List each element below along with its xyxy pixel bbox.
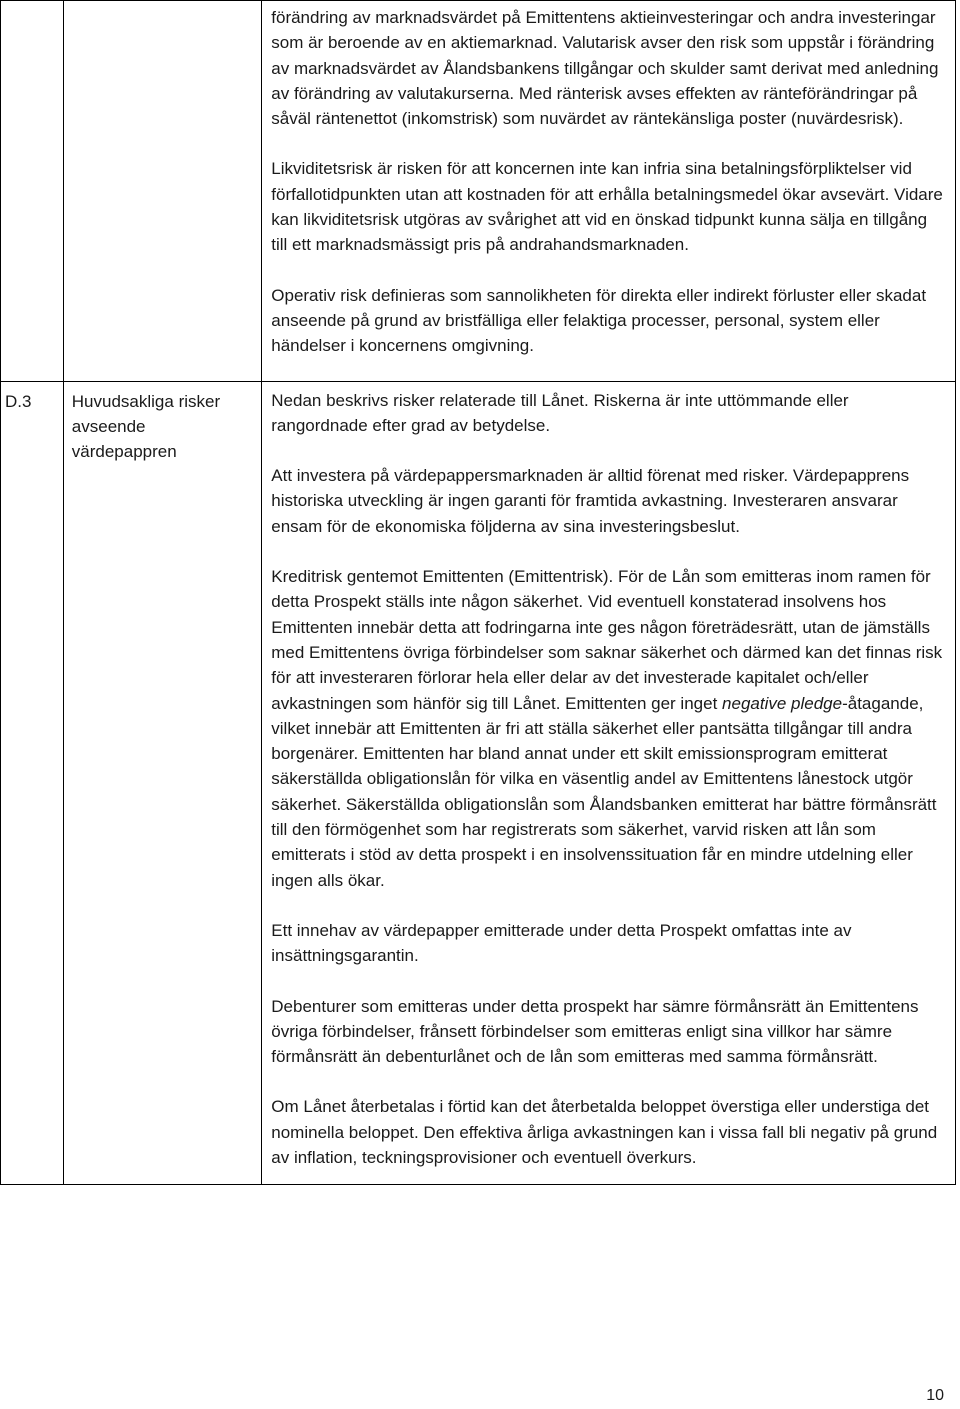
row-label	[64, 1, 261, 8]
cell-id-d3	[1, 381, 64, 1185]
cell-id-empty	[1, 1, 64, 382]
paragraph-market-risk: förändring av marknadsvärdet på Emittentens aktieinvesteringar och andra investeringar som är beroende av en aktiemarknad. Valutarisk avser den risk som uppstår i förändring av marknadsvärdet av Ålandsbankens tillgångar och skulder samt derivat med anledning av förändring av valutakurserna. Med ränterisk avses effekten av ränteförändringar på såväl räntenettot (inkomstrisk) som nuvärdet av räntekänsliga poster (nuvärdesrisk).	[271, 8, 939, 129]
page-number: 10	[926, 1387, 944, 1404]
credit-risk-text-b: -åtagande, vilket innebär att Emittenten är fri att ställa säkerhet eller pantsätta tillgångar till andra borgenärer. Emittenten har bland annat under ett skilt emissionsprogram emitterat säkerställda obligationslån för vilka en väsentlig andel av Emittentens lånestock utgör säkerhet. Säkerställda obligationslån som Ålandsbanken emitterat har bättre förmånsrätt till den förmögenhet som har registrerats som säkerhet, varvid risken att lån som emitterats i stöd av detta prospekt i en insolvenssituation får en mindre utdelning eller ingen alls ökar.	[271, 693, 937, 890]
credit-risk-italic-term: negative pledge	[722, 693, 843, 713]
paragraph-operational-risk: Operativ risk definieras som sannolikheten för direkta eller indirekt förluster eller skadat anseende på grund av bristfälliga eller felaktiga processer, personal, system eller händelser i koncernens omgivning.	[271, 285, 927, 356]
section-id: D.3	[5, 391, 32, 411]
cell-body-top	[262, 1, 956, 382]
table-row-d3	[1, 381, 956, 1185]
section-heading: Huvudsakliga risker avseende värdepappren	[71, 391, 221, 461]
cell-label-d3	[63, 381, 261, 1185]
paragraph-debentures: Debenturer som emitteras under detta prospekt har sämre förmånsrätt än Emittentens övriga förbindelser, frånsett förbindelser som emitteras enligt sina villkor har sämre förmånsrätt än debenturlånet och de lån som emitteras med samma förmånsrätt.	[271, 996, 919, 1067]
credit-risk-text-a: Kreditrisk gentemot Emittenten (Emittentrisk). För de Lån som emitteras inom ramen för detta Prospekt ställs inte någon säkerhet. Vid eventuell konstaterad insolvens hos Emittenten innebär detta att fodringarna inte ges någon företrädesrätt, utan de jämställs med Emittentens övriga förbindelser som saknar säkerhet och därmed kan det finnas risk för att investeraren förlorar hela eller delar av det investerade kapitalet och/eller avkastningen som hänför sig till Lånet. Emittenten ger inget	[271, 567, 943, 713]
paragraph-early-repayment: Om Lånet återbetalas i förtid kan det återbetalda beloppet överstiga eller understiga det nominella beloppet. Den effektiva årliga avkastningen kan i vissa fall bli negativ på grund av inflation, teckningsprovisioner och eventuell överkurs.	[271, 1097, 938, 1167]
cell-label-empty	[63, 1, 261, 382]
table-row-top	[1, 1, 956, 382]
cell-body-d3	[262, 381, 956, 1185]
paragraph-liquidity-risk: Likviditetsrisk är risken för att koncernen inte kan infria sina betalningsförpliktelser vid förfallotidpunkten utan att kostnaden för att erhålla betalningsmedel ökar avsevärt. Vidare kan likviditetsrisk utgöras av svårighet att vid en önskad tidpunkt kunna sälja en tillgång till ett marknadsmässigt pris på andrahandsmarknaden.	[271, 159, 943, 255]
paragraph-credit-risk	[271, 564, 945, 893]
paragraph-deposit-guarantee: Ett innehav av värdepapper emitterade under detta Prospekt omfattas inte av insättningsgarantin.	[271, 920, 852, 966]
paragraph-intro: Nedan beskrivs risker relaterade till Lånet. Riskerna är inte uttömmande eller rangordnade efter grad av betydelse.	[271, 390, 849, 435]
row-id	[1, 1, 63, 8]
paragraph-investment-risk: Att investera på värdepappersmarknaden är alltid förenat med risker. Värdepapprens historiska utveckling är ingen garanti för framtida avkastning. Investeraren ansvarar ensam för de ekonomiska följderna av sina investeringsbeslut.	[271, 466, 910, 536]
